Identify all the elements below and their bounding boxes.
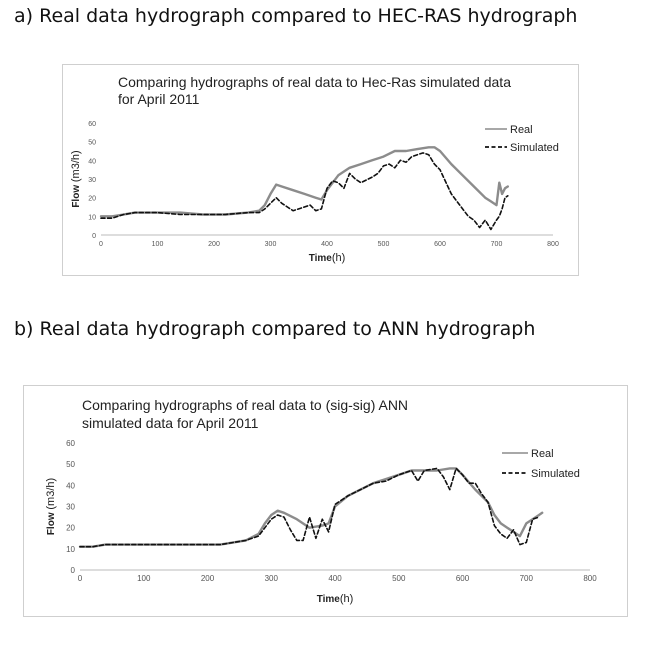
chart-b-x-axis-label: Time(h) [316,593,354,605]
chart-a-x-tick-label: 200 [208,241,220,248]
chart-b-x-tick-label: 600 [455,574,470,583]
chart-a-y-tick-label: 30 [88,177,96,184]
panel-b-caption: b) Real data hydrograph compared to ANN hydrograph [14,318,536,340]
chart-a-x-tick-label: 800 [547,241,559,248]
chart-a-x-axis-label: Time(h) [308,252,346,264]
chart-a-legend-simulated-label: Simulated [510,142,559,154]
chart-b-y-tick-label: 50 [66,460,75,470]
chart-b-x-tick-label: 300 [264,574,278,583]
chart-a-y-tick-label: 40 [88,158,96,166]
chart-b-y-tick-label: 0 [70,566,75,575]
chart-b-legend-real-label: Real [531,448,554,460]
chart-b-x-tick-label: 500 [392,574,406,583]
chart-a-y-axis-label: Flow (m3/h) [70,150,82,208]
chart-b-x-tick-label: 700 [519,574,533,583]
chart-a-series-real-line [101,147,508,216]
chart-b-y-tick-label: 60 [66,439,75,448]
chart-b-title-line-2: simulated data for April 2011 [82,415,259,431]
chart-a-x-tick-label: 100 [151,241,164,248]
chart-a-y-tick-label: 60 [88,121,96,128]
chart-a-y-tick-label: 20 [88,195,96,203]
chart-b-x-tick-label: 200 [200,574,215,583]
chart-b-container [23,385,628,617]
chart-b-x-tick-label: 800 [583,574,597,583]
chart-b-x-tick-label: 100 [137,574,151,583]
chart-a-title-line-1: Comparing hydrographs of real data to Hec-Ras simulated data [118,74,511,90]
chart-a-y-tick-label: 50 [88,139,96,147]
chart-b-y-tick-label: 40 [66,481,75,491]
chart-a-legend-real-label: Real [510,124,533,136]
chart-b-y-tick-label: 20 [66,523,75,533]
chart-b-x-tick-label: 0 [77,574,83,583]
chart-a-x-tick-label: 500 [377,241,390,248]
chart-b-y-tick-label: 10 [66,544,75,554]
chart-b-series-real-line [80,468,542,546]
chart-b-svg [24,386,627,616]
chart-a-x-tick-label: 300 [264,241,277,248]
panel-a-caption: a) Real data hydrograph compared to HEC-RAS hydrograph [14,5,578,27]
chart-b-y-tick-label: 30 [66,502,75,512]
chart-a-y-tick-label: 10 [88,214,96,222]
chart-a-x-tick-label: 600 [434,241,446,248]
chart-b-title-line-1: Comparing hydrographs of real data to (sig-sig) ANN [82,397,409,413]
chart-a-svg [63,65,578,275]
chart-b-x-tick-label: 400 [328,574,342,583]
chart-b-y-axis-label: Flow (m3/h) [45,477,57,536]
chart-a-series-simulated-line [101,153,508,230]
chart-a-x-tick-label: 400 [321,241,333,248]
chart-a-title-line-2: for April 2011 [118,91,200,107]
chart-a-y-tick-label: 0 [92,233,96,240]
chart-b-legend-simulated-label: Simulated [531,468,580,480]
chart-a-x-tick-label: 700 [490,241,503,248]
chart-a-container [62,64,579,276]
chart-b-series-simulated-line [80,468,539,546]
chart-a-x-tick-label: 0 [99,241,103,248]
